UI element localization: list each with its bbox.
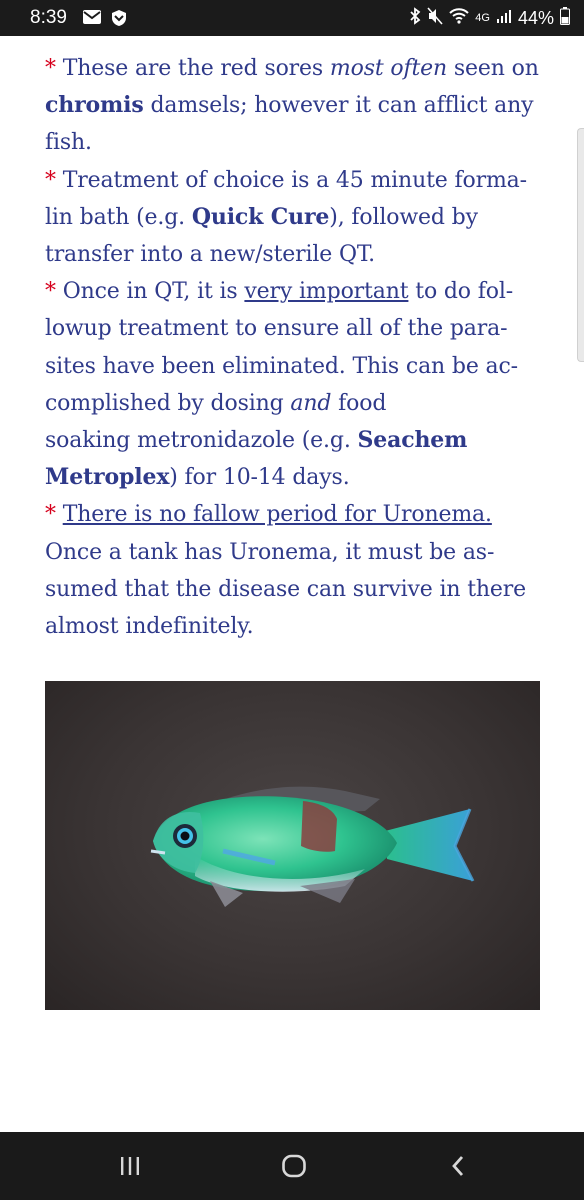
emphasis-seachem: Seachem [357,427,468,454]
recents-button[interactable] [110,1150,150,1182]
paragraph-treatment-line-1: * Treatment of choice is a 45 minute forma- [45,167,527,193]
paragraph-fallow-line-3: sumed that the disease can survive in there [45,576,527,602]
paragraph-followup-line-2: lowup treatment to ensure all of the para- [45,316,508,342]
back-icon [449,1154,467,1178]
status-bar [0,0,584,36]
paragraph-followup-line-1: * Once in QT, it is very important to do fol- [45,279,514,305]
mute-icon [427,7,443,30]
status-time: 8:39 [30,7,67,28]
article-body [45,50,545,645]
paragraph-followup-line-4: complished by dosing and food [45,390,387,416]
paragraph-sores-line-1: * These are the red sores most often seen on [45,56,539,81]
bullet-asterisk: * [45,279,56,305]
network-label: 4G [475,12,490,24]
signal-icon [496,8,512,29]
paragraph-fallow-line-4: almost indefinitely. [45,614,254,640]
shield-icon [110,9,128,32]
paragraph-followup-line-6: Metroplex) for 10-14 days. [45,464,350,491]
battery-percent: 44% [517,8,554,28]
battery-icon [560,7,570,30]
paragraph-followup-line-3: sites have been eliminated. This can be ac- [45,353,518,379]
home-button[interactable] [274,1150,314,1182]
paragraph-fallow-line-1 [45,496,545,533]
paragraph-followup-line-5: soaking metronidazole (e.g. Seachem [45,427,468,454]
wifi-icon [449,7,469,30]
home-icon [281,1153,307,1179]
paragraph-sores-line-2: chromis damsels; however it can afflict any [45,92,534,119]
scrollbar-thumb[interactable] [577,128,584,362]
paragraph-treatment-line-3: transfer into a new/sterile QT. [45,242,376,268]
paragraph-sores-line-3: fish. [45,130,92,156]
bluetooth-icon [409,7,421,30]
back-button[interactable] [438,1150,478,1182]
bullet-asterisk: * [45,502,56,528]
emphasis-no-fallow: There is no fallow period for Uronema. [62,502,492,528]
paragraph-treatment-line-2: lin bath (e.g. Quick Cure), followed by [45,203,478,230]
paragraph-fallow-line-2: Once a tank has Uronema, it must be as- [45,539,495,565]
chromis-fish-photo [45,681,540,1010]
emphasis-very-important: very important [244,279,409,305]
recents-icon [118,1155,142,1177]
android-nav-bar [0,1132,584,1200]
gmail-icon [82,9,102,32]
bullet-asterisk: * [45,56,56,81]
emphasis-chromis: chromis [45,92,144,119]
fish-illustration [45,681,540,1010]
emphasis-metroplex: Metroplex [45,464,170,491]
bullet-asterisk: * [45,167,56,193]
emphasis-quick-cure: Quick Cure [191,203,330,230]
